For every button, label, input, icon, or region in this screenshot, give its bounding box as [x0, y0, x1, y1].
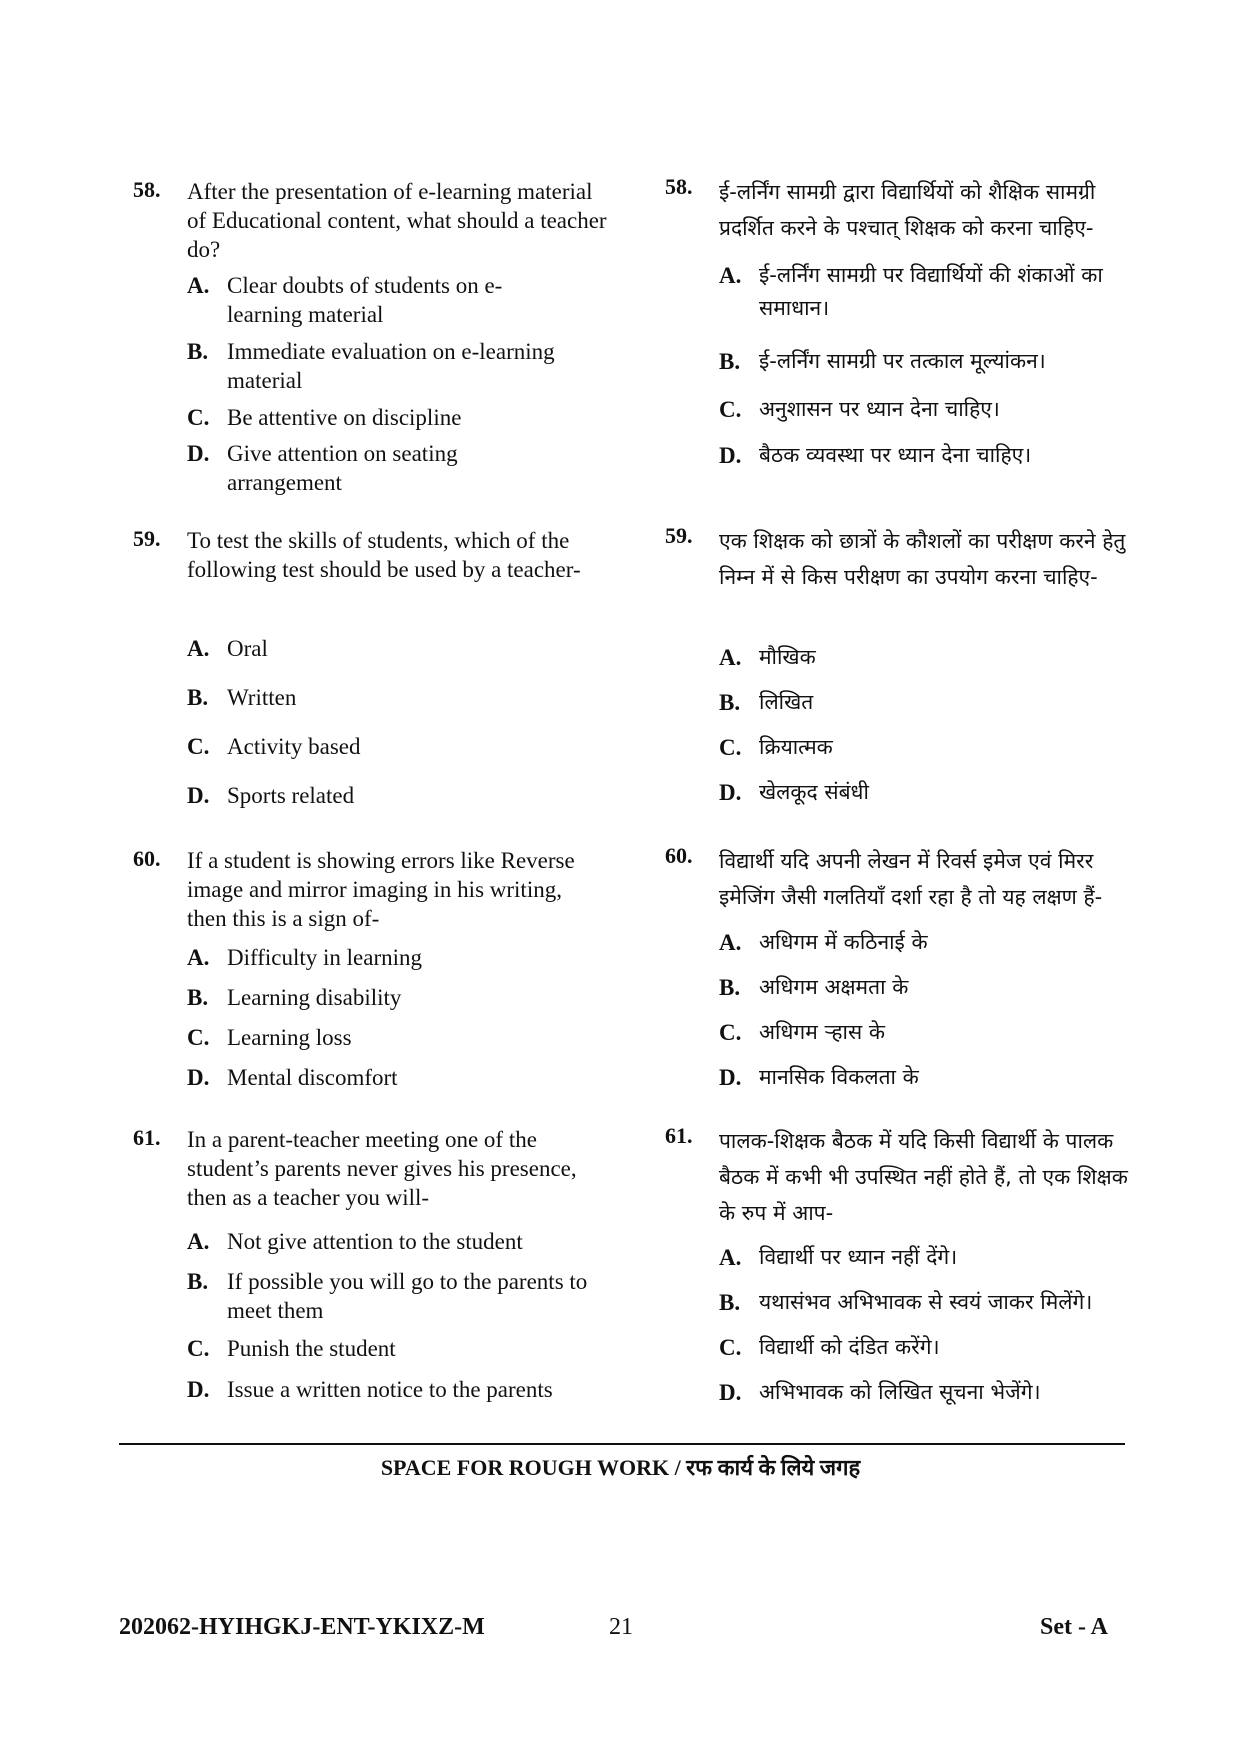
question-text: In a parent-teacher meeting one of the student’s parents never gives his presence, then as a teacher you will- — [187, 1127, 577, 1210]
question-number: 58. — [133, 177, 161, 202]
page-number: 21 — [609, 1614, 633, 1640]
question-number: 61. — [133, 1125, 161, 1150]
question-text: विद्यार्थी यदि अपनी लेखन में रिवर्स इमेज एवं मिरर इमेजिंग जैसी गलतियाँ दर्शा रहा है तो यह लक्षण हैं- — [719, 849, 1103, 909]
question-text: To test the skills of students, which of the following test should be used by a teacher- — [187, 528, 581, 582]
question-number: 60. — [133, 846, 161, 871]
set-label: Set - A — [1040, 1614, 1108, 1640]
question-text: पालक-शिक्षक बैठक में यदि किसी विद्यार्थी के पालक बैठक में कभी भी उपस्थित नहीं होते हैं, तो एक शिक्षक के रुप में आप- — [719, 1129, 1128, 1225]
question-text: After the presentation of e-learning material of Educational content, what should a teacher do? — [187, 179, 607, 262]
footer-code: 202062-HYIHGKJ-ENT-YKIXZ-M — [119, 1614, 485, 1640]
divider-line — [119, 1443, 1125, 1445]
question-number: 58. — [665, 174, 693, 199]
rough-work-heading: SPACE FOR ROUGH WORK / रफ कार्य के लिये जगह — [380, 1455, 861, 1480]
question-number: 60. — [665, 843, 693, 868]
question-number: 59. — [133, 526, 161, 551]
question-text: ई-लर्निंग सामग्री द्वारा विद्यार्थियों को शैक्षिक सामग्री प्रदर्शित करने के पश्चात् शिक्षक को करना चाहिए- — [719, 180, 1096, 240]
question-number: 59. — [665, 523, 693, 548]
question-text: एक शिक्षक को छात्रों के कौशलों का परीक्षण करने हेतु निम्न में से किस परीक्षण का उपयोग करना चाहिए- — [719, 529, 1126, 589]
question-number: 61. — [665, 1123, 693, 1148]
question-text: If a student is showing errors like Reverse image and mirror imaging in his writing, then this is a sign of- — [187, 848, 575, 931]
